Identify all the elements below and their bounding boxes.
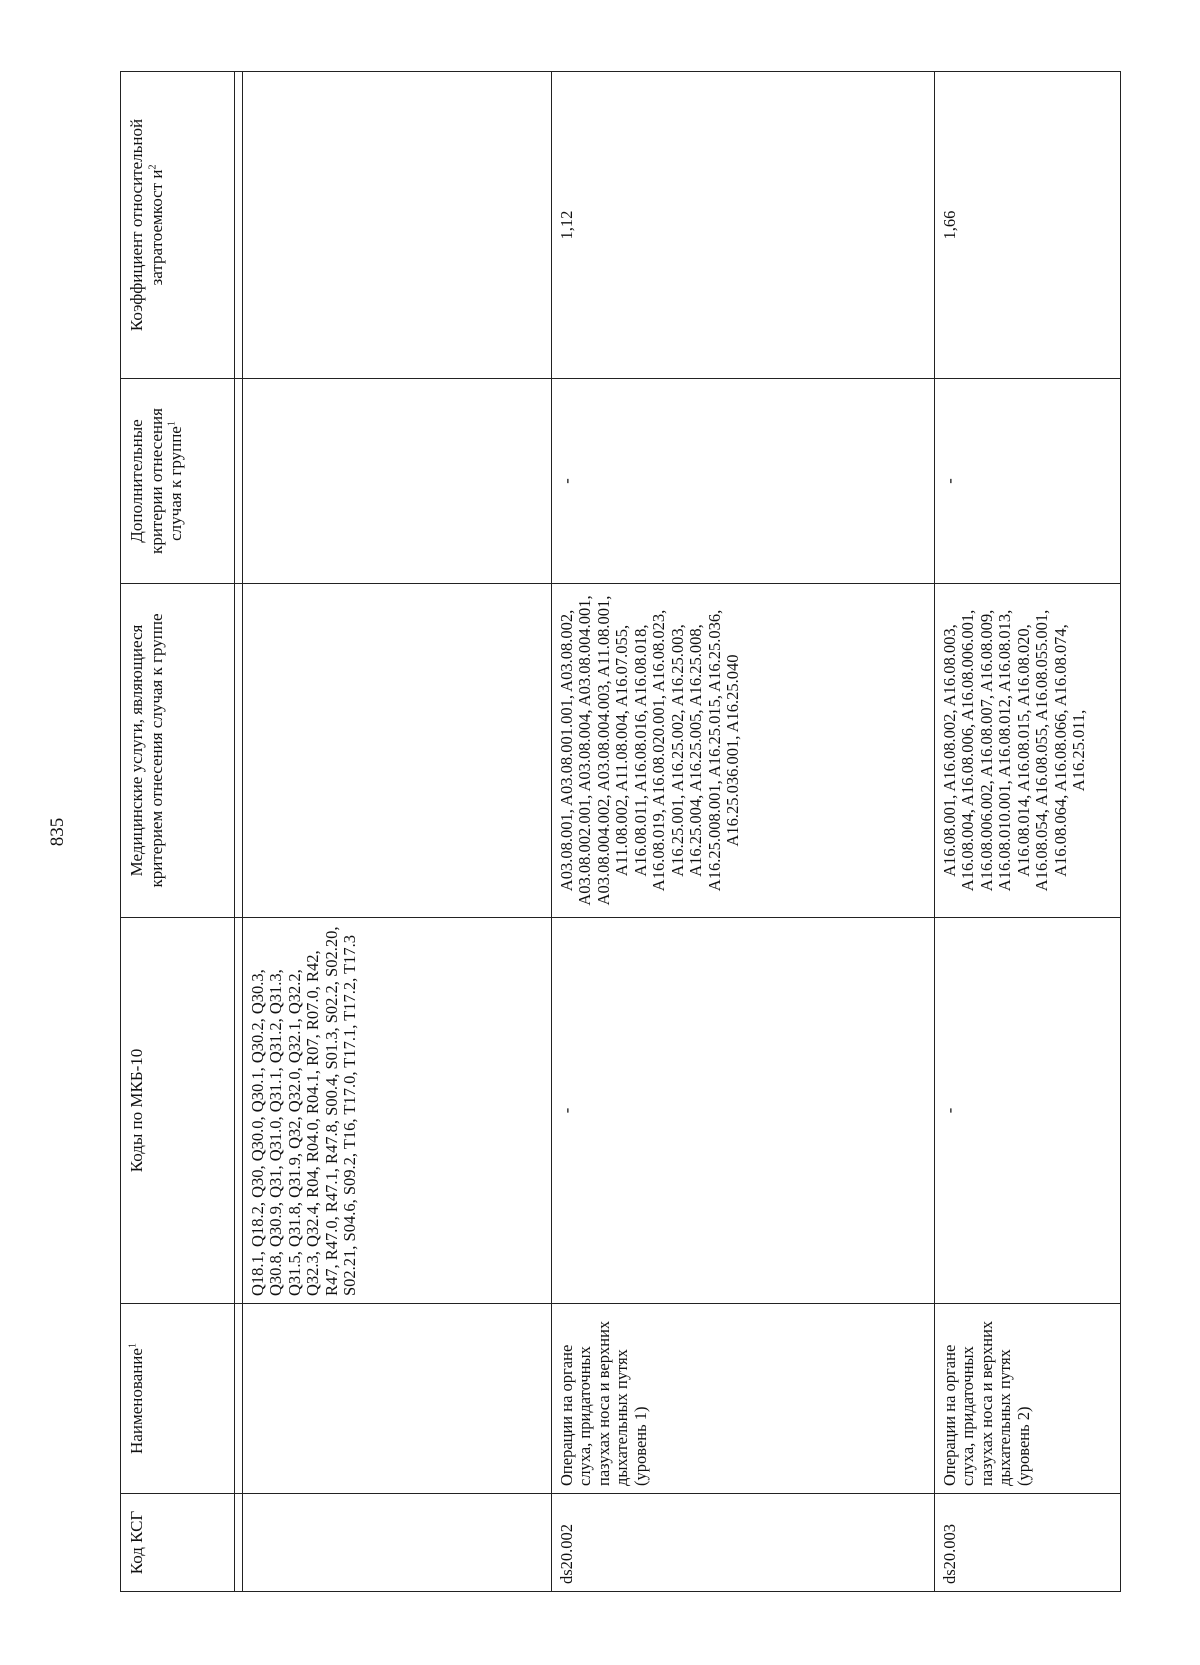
header-coef-text: Коэффициент относительной затратоемкост и — [127, 118, 166, 332]
spacer-cell — [235, 584, 243, 918]
spacer-cell — [235, 379, 243, 584]
spacer-row — [235, 72, 243, 1592]
continuation-name-cell — [243, 1304, 552, 1494]
table-rotated — [120, 72, 1120, 1592]
header-criteria-text: Дополнительные критерии отнесения случая к группе — [127, 408, 186, 554]
header-name — [121, 1304, 235, 1494]
row-criteria-cell: - — [935, 379, 1121, 584]
header-criteria — [121, 379, 235, 584]
spacer-cell — [235, 1304, 243, 1494]
header-name-text: Наименование — [127, 1348, 146, 1454]
header-code: Код КСГ — [121, 1494, 235, 1592]
table-row — [552, 72, 935, 1592]
row-name-cell: Операции на органе слуха, придаточных пазухах носа и верхних дыхательных путях (уровень 1) — [552, 1304, 935, 1494]
continuation-row — [243, 72, 552, 1592]
header-coef — [121, 72, 235, 379]
header-coef-sup: 2 — [146, 164, 158, 170]
spacer-cell — [235, 1494, 243, 1592]
continuation-coef-cell — [243, 72, 552, 379]
continuation-services-cell — [243, 584, 552, 918]
row-criteria-cell: - — [552, 379, 935, 584]
page-number: 835 — [47, 817, 68, 847]
spacer-cell — [235, 72, 243, 379]
row-code-cell: ds20.003 — [935, 1494, 1121, 1592]
continuation-mkb-cell: Q18.1, Q18.2, Q30, Q30.0, Q30.1, Q30.2, Q30.3, Q30.8, Q30.9, Q31, Q31.0, Q31.1, Q31.2, Q31.3, Q31.5, Q31.8, Q31.9, Q32, Q32.0, Q32.1, Q32.2, Q32.3, Q32.4, R04, R04.0, R04.1, R07, R07.0, R42, R47, R47.0, R47.1, R47.8, S00.4, S01.3, S02.2, S02.20, S02.21, S04.6, S09.2, T16, T17.0, T17.1, T17.2, T17.3 — [243, 918, 552, 1304]
row-name-cell: Операции на органе слуха, придаточных пазухах носа и верхних дыхательных путях (уровень 2) — [935, 1304, 1121, 1494]
header-criteria-sup: 1 — [166, 421, 178, 427]
header-services: Медицинские услуги, являющиеся критерием отнесения случая к группе — [121, 584, 235, 918]
row-services-cell: A03.08.001, A03.08.001.001, A03.08.002, A03.08.002.001, A03.08.004, A03.08.004.001, A03.08.004.002, A03.08.004.003, A11.08.001, A11.08.002, A11.08.004, A16.07.055, A16.08.011, A16.08.016, A16.08.018, A16.08.019, A16.08.020.001, A16.08.023, A16.25.001, A16.25.002, A16.25.003, A16.25.004, A16.25.005, A16.25.008, A16.25.008.001, A16.25.015, A16.25.036, A16.25.036.001, A16.25.040 — [552, 584, 935, 918]
row-code-cell: ds20.002 — [552, 1494, 935, 1592]
ksg-table — [120, 71, 1121, 1592]
continuation-code-cell — [243, 1494, 552, 1592]
continuation-criteria-cell — [243, 379, 552, 584]
row-coef-cell: 1,66 — [935, 72, 1121, 379]
row-coef-cell: 1,12 — [552, 72, 935, 379]
row-mkb-cell: - — [552, 918, 935, 1304]
spacer-cell — [235, 918, 243, 1304]
table-row — [935, 72, 1121, 1592]
header-name-sup: 1 — [127, 1343, 139, 1349]
header-row — [121, 72, 235, 1592]
table-area — [120, 72, 1200, 1584]
header-mkb: Коды по МКБ-10 — [121, 918, 235, 1304]
row-services-cell: A16.08.001, A16.08.002, A16.08.003, A16.08.004, A16.08.006, A16.08.006.001, A16.08.006.002, A16.08.007, A16.08.009, A16.08.010.001, A16.08.012, A16.08.013, A16.08.014, A16.08.015, A16.08.020, A16.08.054, A16.08.055, A16.08.055.001, A16.08.064, A16.08.066, A16.08.074, A16.25.011, — [935, 584, 1121, 918]
row-mkb-cell: - — [935, 918, 1121, 1304]
